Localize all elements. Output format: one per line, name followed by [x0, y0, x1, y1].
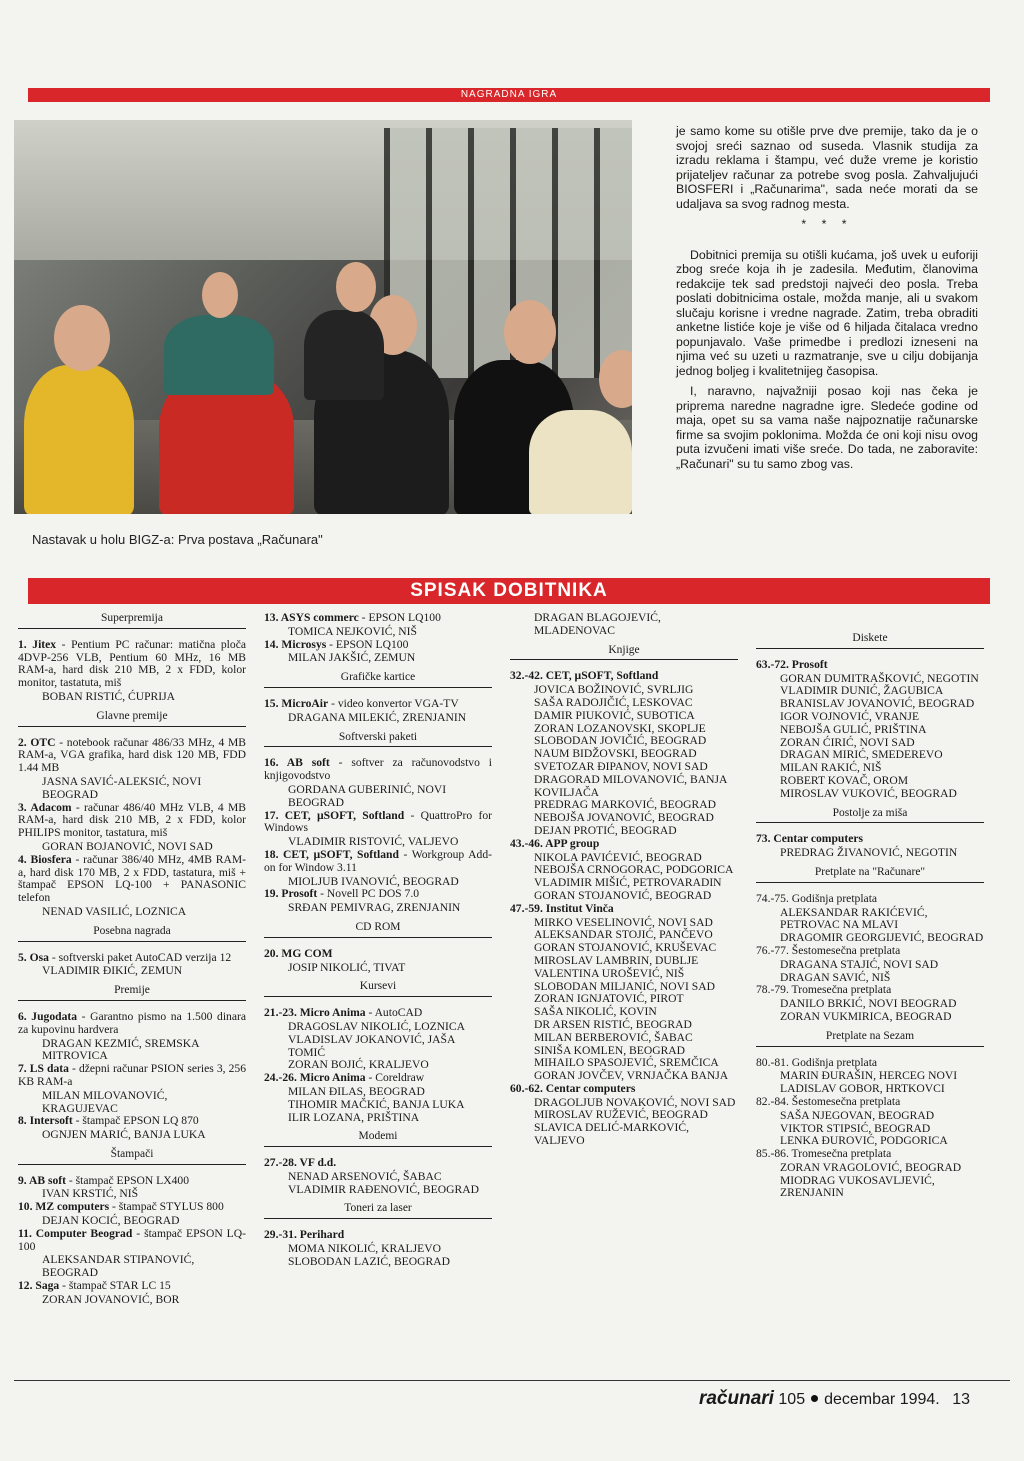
winner-name: ZORAN IGNJATOVIĆ, PIROT: [534, 992, 684, 1006]
prize-entry: 47.-59. Institut Vinča: [510, 901, 614, 915]
winner-name: MILAN BERBEROVIĆ, ŠABAC: [534, 1030, 693, 1044]
winner-name: DEJAN PROTIĆ, BEOGRAD: [534, 823, 677, 837]
prize-entry: 13. ASYS commerc - EPSON LQ100: [264, 611, 441, 624]
winner-name: GORAN BOJANOVIĆ, NOVI SAD: [42, 839, 213, 853]
winner-name: ROBERT KOVAČ, OROM: [780, 773, 909, 787]
winner-name: VLADIMIR DUNIĆ, ŽAGUBICA: [780, 684, 944, 698]
page-footer: [600, 1388, 970, 1410]
category-heading: Pretplate na Sezam: [756, 1030, 984, 1047]
category-heading: Superpremija: [18, 612, 246, 629]
winner-name: VLADIMIR MIŠIĆ, PETROVARADIN: [534, 876, 722, 890]
prize-entry: 78.-79. Tromesečna pretplata: [756, 983, 892, 997]
winner-name: GORDANA GUBERINIĆ, NOVI BEOGRAD: [288, 782, 447, 809]
winner-name: NEBOJŠA JOVANOVIĆ, BEOGRAD: [534, 811, 714, 825]
winner-name: OGNJEN MARIĆ, BANJA LUKA: [42, 1128, 206, 1142]
prize-entry: 6. Jugodata - Garantno pismo na 1.500 dinara za kupovinu hardvera: [18, 1009, 246, 1036]
winners-column-4: [756, 612, 984, 1200]
winner-name: TOMICA NEJKOVIĆ, NIŠ: [288, 624, 417, 638]
winner-name: GORAN JOVČEV, VRNJAČKA BANJA: [534, 1069, 729, 1083]
winner-name: MOMA NIKOLIĆ, KRALJEVO: [288, 1242, 441, 1256]
winners-title: SPISAK DOBITNIKA: [410, 580, 608, 601]
winner-name: VLADIMIR RAĐENOVIĆ, BEOGRAD: [288, 1182, 479, 1196]
prize-entry: 8. Intersoft - štampač EPSON LQ 870: [18, 1114, 199, 1128]
winner-name: IGOR VOJNOVIĆ, VRANJE: [780, 709, 920, 723]
article-paragraph: Dobitnici premija su otišli kućama, još uvek u euforiji zbog sreće koja ih je zadesila. Međutim, članovima redakcije tek sad predstoji najveći deo posla. Treba poslati dobitnicima ostale, možda manje, ali u svakom slučaju korisne i vredne nagrade. Zatim, treba obraditi anketne listiće koje je više od 6 hiljada čitalaca vredno popunjavalo. Vaše primedbe i predlozi izneseni na njima već su uzeti u razmatranje, sve u cilju dobijanja jednog boljeg i kvalitetnijeg časopisa.: [676, 247, 978, 378]
winner-name: MILAN ĐILAS, BEOGRAD: [288, 1084, 425, 1098]
winner-name: TIHOMIR MAČKIĆ, BANJA LUKA: [288, 1097, 465, 1111]
category-heading: Glavne premije: [18, 710, 246, 727]
winner-name: MIRKO VESELINOVIĆ, NOVI SAD: [534, 915, 713, 929]
winner-name: ALEKSANDAR RAKIĆEVIĆ, PETROVAC NA MLAVI: [780, 905, 928, 932]
prize-entry: 17. CET, µSOFT, Softland - QuattroPro for Windows: [264, 808, 492, 835]
magazine-logo: računari: [698, 1388, 774, 1409]
winner-name: SAŠA NJEGOVAN, BEOGRAD: [780, 1108, 935, 1122]
bullet-icon: [811, 1395, 818, 1402]
separator-stars: * * *: [801, 217, 853, 231]
winner-name: MIODRAG VUKOSAVLJEVIĆ, ZRENJANIN: [780, 1173, 935, 1200]
winner-name: NIKOLA PAVIĆEVIĆ, BEOGRAD: [534, 850, 702, 864]
prize-entry: 20. MG COM: [264, 946, 333, 960]
winner-name: DRAGANA MILEKIĆ, ZRENJANIN: [288, 710, 467, 724]
prize-entry: 29.-31. Perihard: [264, 1228, 345, 1242]
winner-name: NEBOJŠA CRNOGORAC, PODGORICA: [534, 863, 734, 877]
winner-name: VIKTOR STIPSIĆ, BEOGRAD: [780, 1121, 931, 1135]
prize-entry: 76.-77. Šestomesečna pretplata: [756, 943, 901, 957]
category-heading: Grafičke kartice: [264, 671, 492, 688]
winner-name: DRAGORAD MILOVANOVIĆ, BANJA KOVILJAČA: [534, 772, 727, 799]
winner-name: JOSIP NIKOLIĆ, TIVAT: [288, 960, 406, 974]
prize-entry: 21.-23. Micro Anima - AutoCAD: [264, 1006, 423, 1020]
category-heading: Diskete: [756, 632, 984, 649]
category-heading: Knjige: [510, 644, 738, 661]
winner-name: DRAGANA STAJIĆ, NOVI SAD: [780, 957, 939, 971]
group-photo: [14, 120, 632, 514]
winner-name: MIROSLAV VUKOVIĆ, BEOGRAD: [780, 786, 957, 800]
prize-entry: 18. CET, µSOFT, Softland - Workgroup Add-on for Window 3.11: [264, 847, 492, 874]
winner-name: DRAGOMIR GEORGIJEVIĆ, BEOGRAD: [780, 931, 984, 945]
article-text: [676, 124, 978, 477]
prize-entry: 7. LS data - džepni računar PSION series 3, 256 KB RAM-a: [18, 1062, 246, 1088]
page-number: 13: [952, 1391, 970, 1408]
winner-name: SLOBODAN LAZIĆ, BEOGRAD: [288, 1254, 450, 1268]
winner-name: DR ARSEN RISTIĆ, BEOGRAD: [534, 1017, 692, 1031]
photo-caption: Nastavak u holu BIGZ-a: Prva postava „Računara": [32, 532, 323, 547]
winner-name: SAŠA RADOJIČIĆ, LESKOVAC: [534, 695, 693, 709]
winners-column-1: [18, 612, 246, 1307]
winner-name: LADISLAV GOBOR, HRTKOVCI: [780, 1082, 945, 1096]
winner-name: ALEKSANDAR STIPANOVIĆ, BEOGRAD: [42, 1253, 195, 1280]
winner-name: DRAGAN MIRIĆ, SMEDEREVO: [780, 748, 943, 762]
winner-name: MILAN MILOVANOVIĆ, KRAGUJEVAC: [42, 1088, 168, 1115]
prize-entry: 85.-86. Tromesečna pretplata: [756, 1147, 892, 1161]
winner-name: MILAN RAKIĆ, NIŠ: [780, 761, 882, 775]
winner-name: PREDRAG ŽIVANOVIĆ, NEGOTIN: [780, 846, 958, 860]
winner-name: SLAVICA DELIĆ-MARKOVIĆ, VALJEVO: [534, 1121, 690, 1148]
winner-name: MIOLJUB IVANOVIĆ, BEOGRAD: [288, 874, 459, 888]
winner-name: VLADISLAV JOKANOVIĆ, JAŠA TOMIĆ: [288, 1032, 455, 1059]
category-heading: Softverski paketi: [264, 731, 492, 748]
winner-name: MARIN ĐURAŠIN, HERCEG NOVI: [780, 1069, 958, 1083]
prize-entry: 14. Microsys - EPSON LQ100: [264, 637, 409, 651]
category-heading: Toneri za laser: [264, 1202, 492, 1219]
prize-entry: 5. Osa - softverski paket AutoCAD verzija 12: [18, 950, 232, 964]
prize-entry: 73. Centar computers: [756, 832, 864, 846]
category-heading: Kursevi: [264, 980, 492, 997]
prize-entry: 1. Jitex - Pentium PC računar: matična ploča 4DVP-256 VLB, Pentium 60 MHz, 16 MB RAM-a, hard disk 210 MB, 2 x FDD, kolor monitor, tastatuta, miš: [18, 637, 246, 690]
winner-name: JOVICA BOŽINOVIĆ, SVRLJIG: [534, 683, 694, 697]
winners-column-3: [510, 612, 738, 1148]
winner-name: ZORAN LOZANOVSKI, SKOPLJE: [534, 721, 706, 735]
winner-name: MIROSLAV LAMBRIN, DUBLJE: [534, 953, 699, 967]
prize-entry: 12. Saga - štampač STAR LC 15: [18, 1279, 171, 1293]
prize-entry: 10. MZ computers - štampač STYLUS 800: [18, 1200, 224, 1214]
winner-name: IVAN KRSTIĆ, NIŠ: [42, 1187, 139, 1201]
winner-name: NENAD ARSENOVIĆ, ŠABAC: [288, 1169, 442, 1183]
winner-name: ZORAN JOVANOVIĆ, BOR: [42, 1292, 180, 1306]
winner-name: JASNA SAVIĆ-ALEKSIĆ, NOVI BEOGRAD: [42, 774, 202, 801]
prize-entry: 80.-81. Godišnja pretplata: [756, 1055, 878, 1069]
winner-name: GORAN STOJANOVIĆ, BEOGRAD: [534, 888, 712, 902]
winners-column-2: [264, 612, 492, 1269]
winner-name: GORAN STOJANOVIĆ, KRUŠEVAC: [534, 941, 717, 955]
category-heading: Štampači: [18, 1148, 246, 1165]
prize-entry: 43.-46. APP group: [510, 836, 600, 850]
issue-number: 105: [778, 1391, 806, 1408]
winner-name: VLADIMIR RISTOVIĆ, VALJEVO: [288, 835, 459, 849]
winner-name: ILIR LOZANA, PRIŠTINA: [288, 1110, 420, 1124]
prize-entry: 32.-42. CET, µSOFT, Softland: [510, 669, 659, 683]
prize-entry: 74.-75. Godišnja pretplata: [756, 891, 878, 905]
winner-name: SRĐAN PEMIVRAG, ZRENJANIN: [288, 901, 461, 915]
winner-name: MIHAILO SPASOJEVIĆ, SREMČICA: [534, 1056, 719, 1070]
winner-name: ZORAN VRAGOLOVIĆ, BEOGRAD: [780, 1160, 962, 1174]
winner-name: SVETOZAR ĐIPANOV, NOVI SAD: [534, 759, 708, 773]
winner-name: ZORAN ĆIRIĆ, NOVI SAD: [780, 735, 915, 749]
category-heading: CD ROM: [264, 921, 492, 938]
winner-name: PREDRAG MARKOVIĆ, BEOGRAD: [534, 798, 716, 812]
prize-entry: 2. OTC - notebook računar 486/33 MHz, 4 MB RAM-a, VGA grafika, hard disk 120 MB, FDD 1.44 MB: [18, 735, 246, 775]
winner-name: NENAD VASILIĆ, LOZNICA: [42, 904, 187, 918]
prize-entry: 24.-26. Micro Anima - Coreldraw: [264, 1071, 425, 1085]
winner-name: ZORAN BOJIĆ, KRALJEVO: [288, 1058, 429, 1072]
winner-name: DEJAN KOCIĆ, BEOGRAD: [42, 1214, 180, 1228]
prize-entry: 60.-62. Centar computers: [510, 1081, 636, 1095]
prize-entry: 27.-28. VF d.d.: [264, 1156, 337, 1170]
category-heading: Postolje za miša: [756, 807, 984, 824]
winner-name: VALENTINA UROŠEVIĆ, NIŠ: [534, 966, 685, 980]
prize-entry: 82.-84. Šestomesečna pretplata: [756, 1094, 901, 1108]
winner-name: DANILO BRKIĆ, NOVI BEOGRAD: [780, 997, 957, 1011]
winner-name: MIROSLAV RUŽEVIĆ, BEOGRAD: [534, 1108, 708, 1122]
winner-name: SAŠA NIKOLIĆ, KOVIN: [534, 1005, 657, 1019]
prize-entry: 3. Adacom - računar 486/40 MHz VLB, 4 MB RAM-a, hard disk 210 MB, 2 x FDD, kolor PHILIPS monitor, tastatura, miš: [18, 800, 247, 840]
category-heading: Premije: [18, 984, 246, 1001]
winner-name: DRAGAN BLAGOJEVIĆ, MLADENOVAC: [534, 611, 661, 637]
winner-name: GORAN DUMITRAŠKOVIĆ, NEGOTIN: [780, 671, 979, 685]
footer-rule: [14, 1380, 1010, 1381]
prize-entry: 19. Prosoft - Novell PC DOS 7.0: [264, 887, 420, 901]
section-title: NAGRADNA IGRA: [460, 89, 558, 100]
winner-name: DRAGOLJUB NOVAKOVIĆ, NOVI SAD: [534, 1095, 736, 1109]
winner-name: DRAGAN SAVIĆ, NIŠ: [780, 970, 891, 984]
category-heading: Modemi: [264, 1130, 492, 1147]
winner-name: VLADIMIR ĐIKIĆ, ZEMUN: [42, 964, 183, 978]
prize-entry: 4. Biosfera - računar 386/40 MHz, 4MB RAM-a, hard disk 170 MB, 2 x FDD, tastatura, miš + štampač EPSON LQ-100 + PANASONIC telefon: [18, 852, 246, 905]
winner-name: BRANISLAV JOVANOVIĆ, BEOGRAD: [780, 697, 975, 711]
winner-name: SINIŠA KOMLEN, BEOGRAD: [534, 1043, 686, 1057]
winner-name: NAUM BIDŽOVSKI, BEOGRAD: [534, 747, 697, 761]
winner-name: BOBAN RISTIĆ, ĆUPRIJA: [42, 689, 176, 703]
winners-banner: [28, 578, 990, 604]
prize-entry: 63.-72. Prosoft: [756, 657, 828, 671]
issue-date: decembar 1994.: [824, 1391, 940, 1408]
category-heading: Posebna nagrada: [18, 925, 246, 942]
category-heading: Pretplate na "Računare": [756, 866, 984, 883]
winner-name: DAMIR PIUKOVIĆ, SUBOTICA: [534, 708, 695, 722]
prize-entry: 11. Computer Beograd - štampač EPSON LQ-100: [18, 1226, 246, 1253]
section-banner: [28, 88, 990, 102]
prize-entry: 9. AB soft - štampač EPSON LX400: [18, 1173, 190, 1187]
winner-name: SLOBODAN JOVIČIĆ, BEOGRAD: [534, 734, 707, 748]
winner-name: ALEKSANDAR STOJIĆ, PANČEVO: [534, 928, 713, 942]
winner-name: ZORAN VUKMIRICA, BEOGRAD: [780, 1009, 952, 1023]
winner-name: DRAGOSLAV NIKOLIĆ, LOZNICA: [288, 1019, 466, 1033]
winner-name: LENKA ĐUROVIĆ, PODGORICA: [780, 1134, 948, 1148]
article-paragraph: je samo kome su otišle prve dve premije, tako da je o svojoj sreći saznao od suseda. Vlasnik studija za izradu reklama i štampu, već duže vreme je koristio prijateljev računar za potrebe svog posla. Zahvaljujući BIOSFERI i „Računarima", sada neće morati da se udaljava sa svog radnog mesta.: [676, 124, 978, 211]
winner-name: SLOBODAN MILJANIĆ, NOVI SAD: [534, 979, 715, 993]
winner-name: DRAGAN KEZMIĆ, SREMSKA MITROVICA: [42, 1036, 199, 1063]
winner-name: NEBOJŠA GULIĆ, PRIŠTINA: [780, 722, 927, 736]
article-paragraph: I, naravno, najvažniji posao koji nas čeka je priprema naredne nagradne igre. Sledeće godine od maja, opet su sa vama naše najpoznatije računarske firme sa svojim poklonima. Možda će oni koji nisu ovog puta izvučeni imati više sreće. Do tada, ne zaboravite: „Računari" su tu samo zbog vas.: [676, 384, 978, 471]
prize-entry: 16. AB soft - softver za računovodstvo i knjigovodstvo: [264, 756, 492, 783]
prize-entry: 15. MicroAir - video konvertor VGA-TV: [264, 696, 459, 710]
winner-name: MILAN JAKŠIĆ, ZEMUN: [288, 651, 416, 665]
